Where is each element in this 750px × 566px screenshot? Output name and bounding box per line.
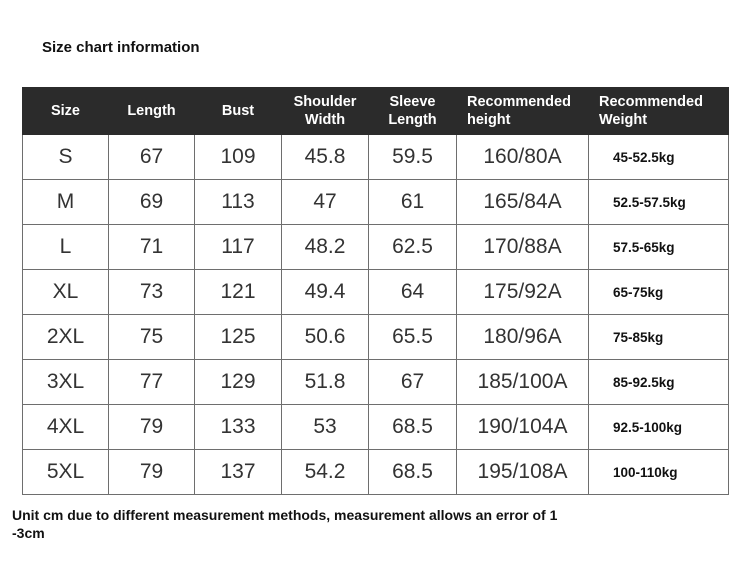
table-row [23,225,729,270]
cell-recommended-height: 180/96A [457,315,589,360]
cell-sleeve-length: 64 [369,270,457,315]
table-row [23,180,729,225]
cell-recommended-height: 160/80A [457,135,589,180]
cell-recommended-height: 170/88A [457,225,589,270]
header-row [23,88,729,135]
table-row [23,360,729,405]
cell-shoulder-width: 53 [282,405,369,450]
cell-recommended-height: 185/100A [457,360,589,405]
cell-sleeve-length: 68.5 [369,450,457,495]
cell-size: M [23,180,109,225]
cell-shoulder-width: 54.2 [282,450,369,495]
cell-recommended-weight: 85-92.5kg [589,360,729,405]
cell-shoulder-width: 47 [282,180,369,225]
header-sleeve-length: Sleeve Length [369,88,457,135]
cell-sleeve-length: 62.5 [369,225,457,270]
size-chart-table [22,87,729,495]
cell-sleeve-length: 61 [369,180,457,225]
cell-sleeve-length: 59.5 [369,135,457,180]
cell-size: S [23,135,109,180]
cell-recommended-weight: 75-85kg [589,315,729,360]
cell-size: XL [23,270,109,315]
cell-length: 71 [109,225,195,270]
cell-length: 77 [109,360,195,405]
table-row [23,135,729,180]
header-recommended-height: Recommended height [457,88,589,135]
cell-sleeve-length: 67 [369,360,457,405]
cell-recommended-weight: 57.5-65kg [589,225,729,270]
cell-recommended-weight: 100-110kg [589,450,729,495]
cell-bust: 125 [195,315,282,360]
cell-recommended-height: 195/108A [457,450,589,495]
cell-sleeve-length: 65.5 [369,315,457,360]
cell-recommended-weight: 65-75kg [589,270,729,315]
cell-recommended-weight: 45-52.5kg [589,135,729,180]
cell-recommended-weight: 52.5-57.5kg [589,180,729,225]
cell-recommended-height: 165/84A [457,180,589,225]
cell-recommended-height: 190/104A [457,405,589,450]
cell-bust: 133 [195,405,282,450]
cell-length: 69 [109,180,195,225]
cell-size: 4XL [23,405,109,450]
measurement-footnote [12,506,592,542]
cell-length: 79 [109,405,195,450]
table-row [23,270,729,315]
page-title: Size chart information [42,39,200,56]
cell-length: 79 [109,450,195,495]
header-shoulder-width: Shoulder Width [282,88,369,135]
cell-shoulder-width: 48.2 [282,225,369,270]
cell-length: 67 [109,135,195,180]
table-row [23,450,729,495]
cell-size: 2XL [23,315,109,360]
cell-size: L [23,225,109,270]
cell-bust: 137 [195,450,282,495]
header-bust: Bust [195,88,282,135]
cell-shoulder-width: 45.8 [282,135,369,180]
table-row [23,315,729,360]
cell-length: 75 [109,315,195,360]
cell-sleeve-length: 68.5 [369,405,457,450]
cell-bust: 117 [195,225,282,270]
cell-shoulder-width: 50.6 [282,315,369,360]
table-row [23,405,729,450]
footnote-line-1: Unit cm due to different measurement methods, measurement allows an error of 1 [12,507,558,523]
header-recommended-weight: Recommended Weight [589,88,729,135]
cell-bust: 129 [195,360,282,405]
cell-size: 3XL [23,360,109,405]
cell-length: 73 [109,270,195,315]
cell-recommended-weight: 92.5-100kg [589,405,729,450]
cell-bust: 113 [195,180,282,225]
cell-shoulder-width: 49.4 [282,270,369,315]
cell-size: 5XL [23,450,109,495]
footnote-line-2: -3cm [12,525,45,541]
cell-recommended-height: 175/92A [457,270,589,315]
header-length: Length [109,88,195,135]
cell-shoulder-width: 51.8 [282,360,369,405]
header-size: Size [23,88,109,135]
cell-bust: 121 [195,270,282,315]
cell-bust: 109 [195,135,282,180]
